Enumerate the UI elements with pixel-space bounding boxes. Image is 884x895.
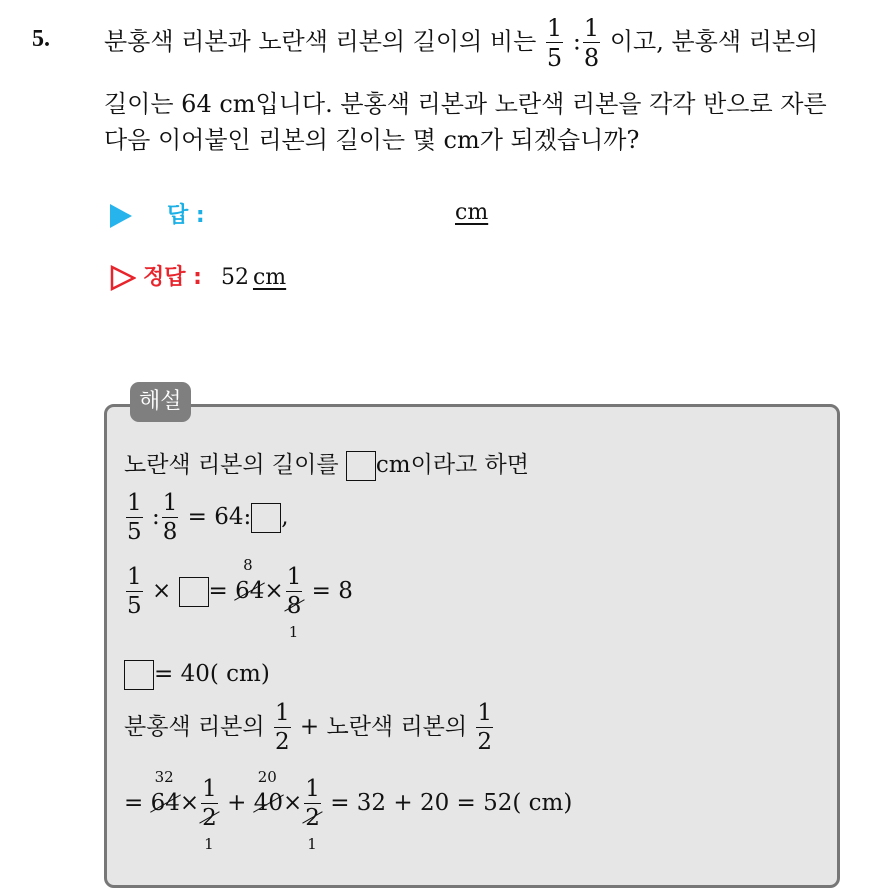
ratio-fraction-a: $\frac{1}{5}$ bbox=[546, 14, 563, 72]
unknown-box bbox=[124, 660, 154, 690]
cancelled-number: 20 40 bbox=[253, 768, 283, 816]
math-text: = 40( cm) bbox=[154, 661, 270, 687]
explanation-text: cm이라고 하면 bbox=[375, 452, 529, 478]
fraction: $\frac{1}{5}$ bbox=[127, 564, 142, 619]
math-text: = bbox=[124, 790, 144, 816]
fraction: 1 2 1 bbox=[305, 776, 320, 853]
reduced-value: 1 bbox=[204, 835, 214, 853]
fraction: 1 2 1 bbox=[202, 776, 217, 853]
explanation-line-5 bbox=[124, 702, 495, 754]
question-line-1: 분홍색 리본과 노란색 리본의 길이의 비는 $\frac{1}{5}$ : $\frac{1}{8}$ 이고, 분홍색 리본의 bbox=[104, 14, 819, 72]
math-text: = bbox=[208, 578, 228, 604]
answer-unit: cm bbox=[455, 200, 489, 225]
explanation-line-1 bbox=[124, 446, 529, 481]
math-text: × bbox=[264, 578, 284, 604]
question-text-post: 이고, 분홍색 리본의 bbox=[609, 27, 819, 56]
reduced-value: 20 bbox=[257, 768, 277, 786]
answer-label: 답 : bbox=[167, 203, 205, 228]
explanation-text: 노란색 리본의 길이를 bbox=[124, 452, 339, 478]
math-text: × bbox=[282, 790, 303, 816]
unknown-box bbox=[251, 503, 281, 533]
fraction: $\frac{1}{8}$ bbox=[162, 490, 178, 545]
math-text: , bbox=[281, 504, 289, 530]
reduced-value: 1 bbox=[288, 623, 299, 641]
explanation-text: + 노란색 리본의 bbox=[299, 714, 468, 740]
explanation-text: 분홍색 리본의 bbox=[124, 714, 265, 740]
math-text: + bbox=[227, 790, 247, 816]
fraction: $\frac{1}{2}$ bbox=[477, 700, 493, 755]
question-line-3: 다음 이어붙인 리본의 길이는 몇 cm가 되겠습니까? bbox=[104, 126, 640, 154]
math-text: = 8 bbox=[311, 578, 353, 604]
question-text: 분홍색 리본과 노란색 리본의 길이의 비는 bbox=[104, 27, 537, 56]
reduced-value: 8 bbox=[243, 556, 253, 574]
fraction: $\frac{1}{2}$ bbox=[274, 700, 290, 755]
fraction: $\frac{1}{5}$ bbox=[127, 490, 142, 545]
explanation-line-2: $\frac{1}{5}$ : $\frac{1}{8}$ = 64: , bbox=[127, 490, 289, 545]
reduced-value: 32 bbox=[154, 768, 174, 786]
explanation-line-6 bbox=[124, 768, 573, 853]
math-text: × bbox=[151, 578, 172, 604]
answer-row bbox=[110, 198, 205, 229]
math-text: = 32 + 20 = 52( cm) bbox=[330, 790, 573, 816]
cancelled-number: 8 64 bbox=[235, 556, 265, 604]
reduced-value: 1 bbox=[307, 835, 317, 853]
correct-answer-row bbox=[110, 260, 286, 291]
explanation-line-3 bbox=[124, 556, 353, 641]
outline-triangle-icon bbox=[110, 265, 136, 291]
fraction: 1 8 1 bbox=[286, 564, 302, 641]
correct-label: 정답 : bbox=[143, 265, 202, 290]
unknown-box bbox=[346, 451, 376, 481]
math-text: = 64: bbox=[187, 504, 252, 530]
ratio-fraction-b: $\frac{1}{8}$ bbox=[583, 14, 600, 72]
correct-value: 52 bbox=[220, 265, 249, 290]
cancelled-number: 32 64 bbox=[150, 768, 180, 816]
play-triangle-icon bbox=[110, 204, 132, 228]
question-number: 5. bbox=[32, 26, 50, 52]
correct-unit: cm bbox=[252, 265, 287, 290]
unknown-box bbox=[179, 577, 209, 607]
math-text: × bbox=[179, 790, 200, 816]
question-line-2: 길이는 64 cm입니다. 분홍색 리본과 노란색 리본을 각각 반으로 자른 bbox=[104, 90, 827, 118]
explanation-line-4 bbox=[124, 660, 270, 690]
explanation-tab: 해설 bbox=[130, 382, 191, 422]
